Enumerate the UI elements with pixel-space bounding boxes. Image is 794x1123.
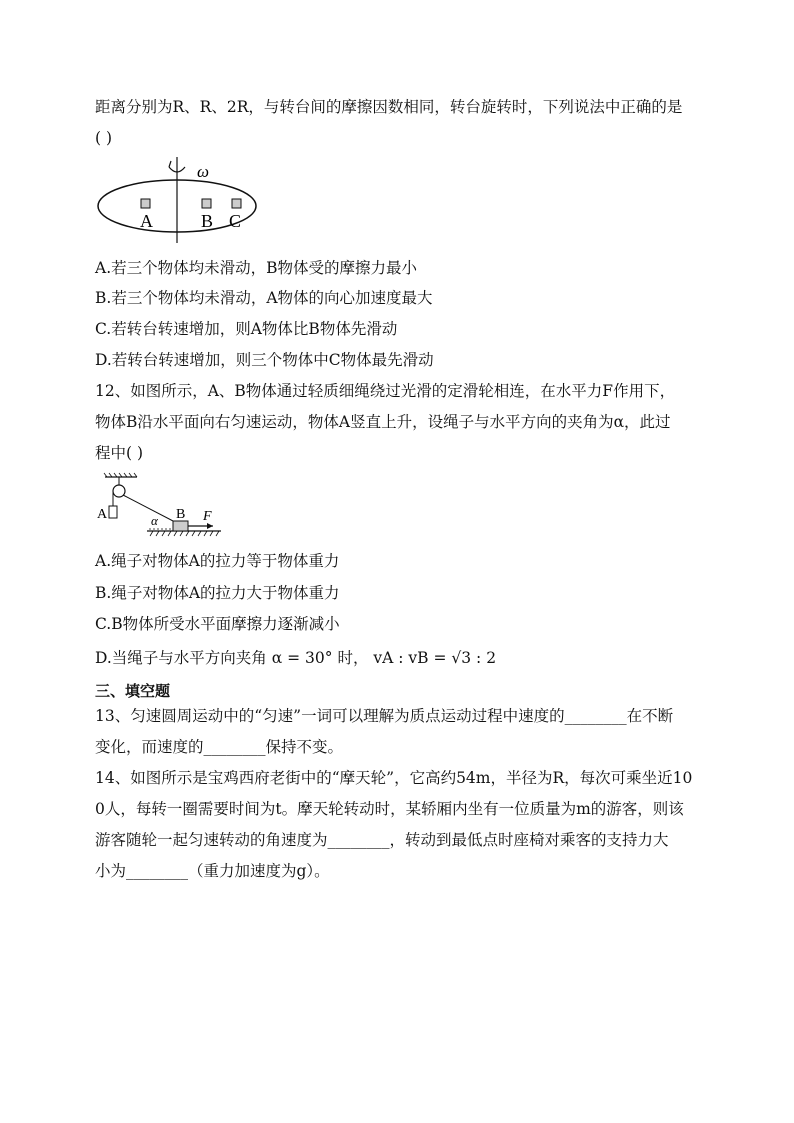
q11-stem-line2: ( ) — [95, 129, 113, 147]
q11-option-d: D.若转台转速增加，则三个物体中C物体最先滑动 — [95, 351, 434, 369]
q11-stem-line1: 距离分别为R、R、2R，与转台间的摩擦因数相同，转台旋转时，下列说法中正确的是 — [95, 98, 683, 116]
q13-line1: 13、匀速圆周运动中的“匀速”一词可以理解为质点运动过程中速度的________在不断 — [95, 707, 674, 725]
q11-option-b: B.若三个物体均未滑动，A物体的向心加速度最大 — [95, 289, 433, 307]
q12-stem-line1: 12、如图所示，A、B物体通过轻质细绳绕过光滑的定滑轮相连，在水平力F作用下， — [95, 382, 676, 400]
section-title: 三、填空题 — [95, 682, 171, 700]
q12-option-d: D.当绳子与水平方向夹角 α = 30° 时， vA : vB = √3 : 2 — [95, 649, 497, 667]
block-a — [109, 506, 117, 518]
block-a-label: A — [140, 211, 153, 231]
q14-line3: 游客随轮一起匀速转动的角速度为________，转动到最低点时座椅对乘客的支持力大 — [95, 831, 669, 849]
block-c-label: C — [229, 211, 242, 231]
q11-option-a: A.若三个物体均未滑动，B物体受的摩擦力最小 — [95, 259, 418, 277]
force-label: F — [203, 509, 212, 524]
q12-stem-line2: 物体B沿水平面向右匀速运动，物体A竖直上升，设绳子与水平方向的夹角为α，此过 — [95, 413, 671, 431]
q12-option-a: A.绳子对物体A的拉力等于物体重力 — [95, 552, 340, 570]
q12-option-b: B.绳子对物体A的拉力大于物体重力 — [95, 584, 340, 602]
alpha-label: α — [151, 513, 158, 528]
block-b-label: B — [201, 211, 214, 231]
block-b — [202, 199, 211, 208]
block-a-label: A — [97, 507, 108, 522]
q14-line1: 14、如图所示是宝鸡西府老街中的“摩天轮”，它高约54m，半径为R，每次可乘坐近10 — [95, 769, 693, 787]
block-b — [173, 521, 188, 531]
q12-option-c: C.B物体所受水平面摩擦力逐渐减小 — [95, 615, 340, 633]
q11-turntable-figure — [95, 155, 265, 247]
q13-line2: 变化，而速度的________保持不变。 — [95, 738, 344, 756]
rope-slanted — [123, 495, 175, 522]
omega-label: ω — [197, 162, 210, 181]
block-a — [141, 199, 150, 208]
q14-line2: 0人，每转一圈需要时间为t。摩天轮转动时，某轿厢内坐有一位质量为m的游客，则该 — [95, 800, 684, 818]
q14-line4: 小为________（重力加速度为g）。 — [95, 862, 330, 880]
q11-option-c: C.若转台转速增加，则A物体比B物体先滑动 — [95, 320, 398, 338]
block-c — [232, 199, 241, 208]
block-b-label: B — [176, 507, 186, 522]
q12-pulley-figure — [95, 472, 235, 540]
q12-stem-line3: 程中( ) — [95, 444, 144, 462]
